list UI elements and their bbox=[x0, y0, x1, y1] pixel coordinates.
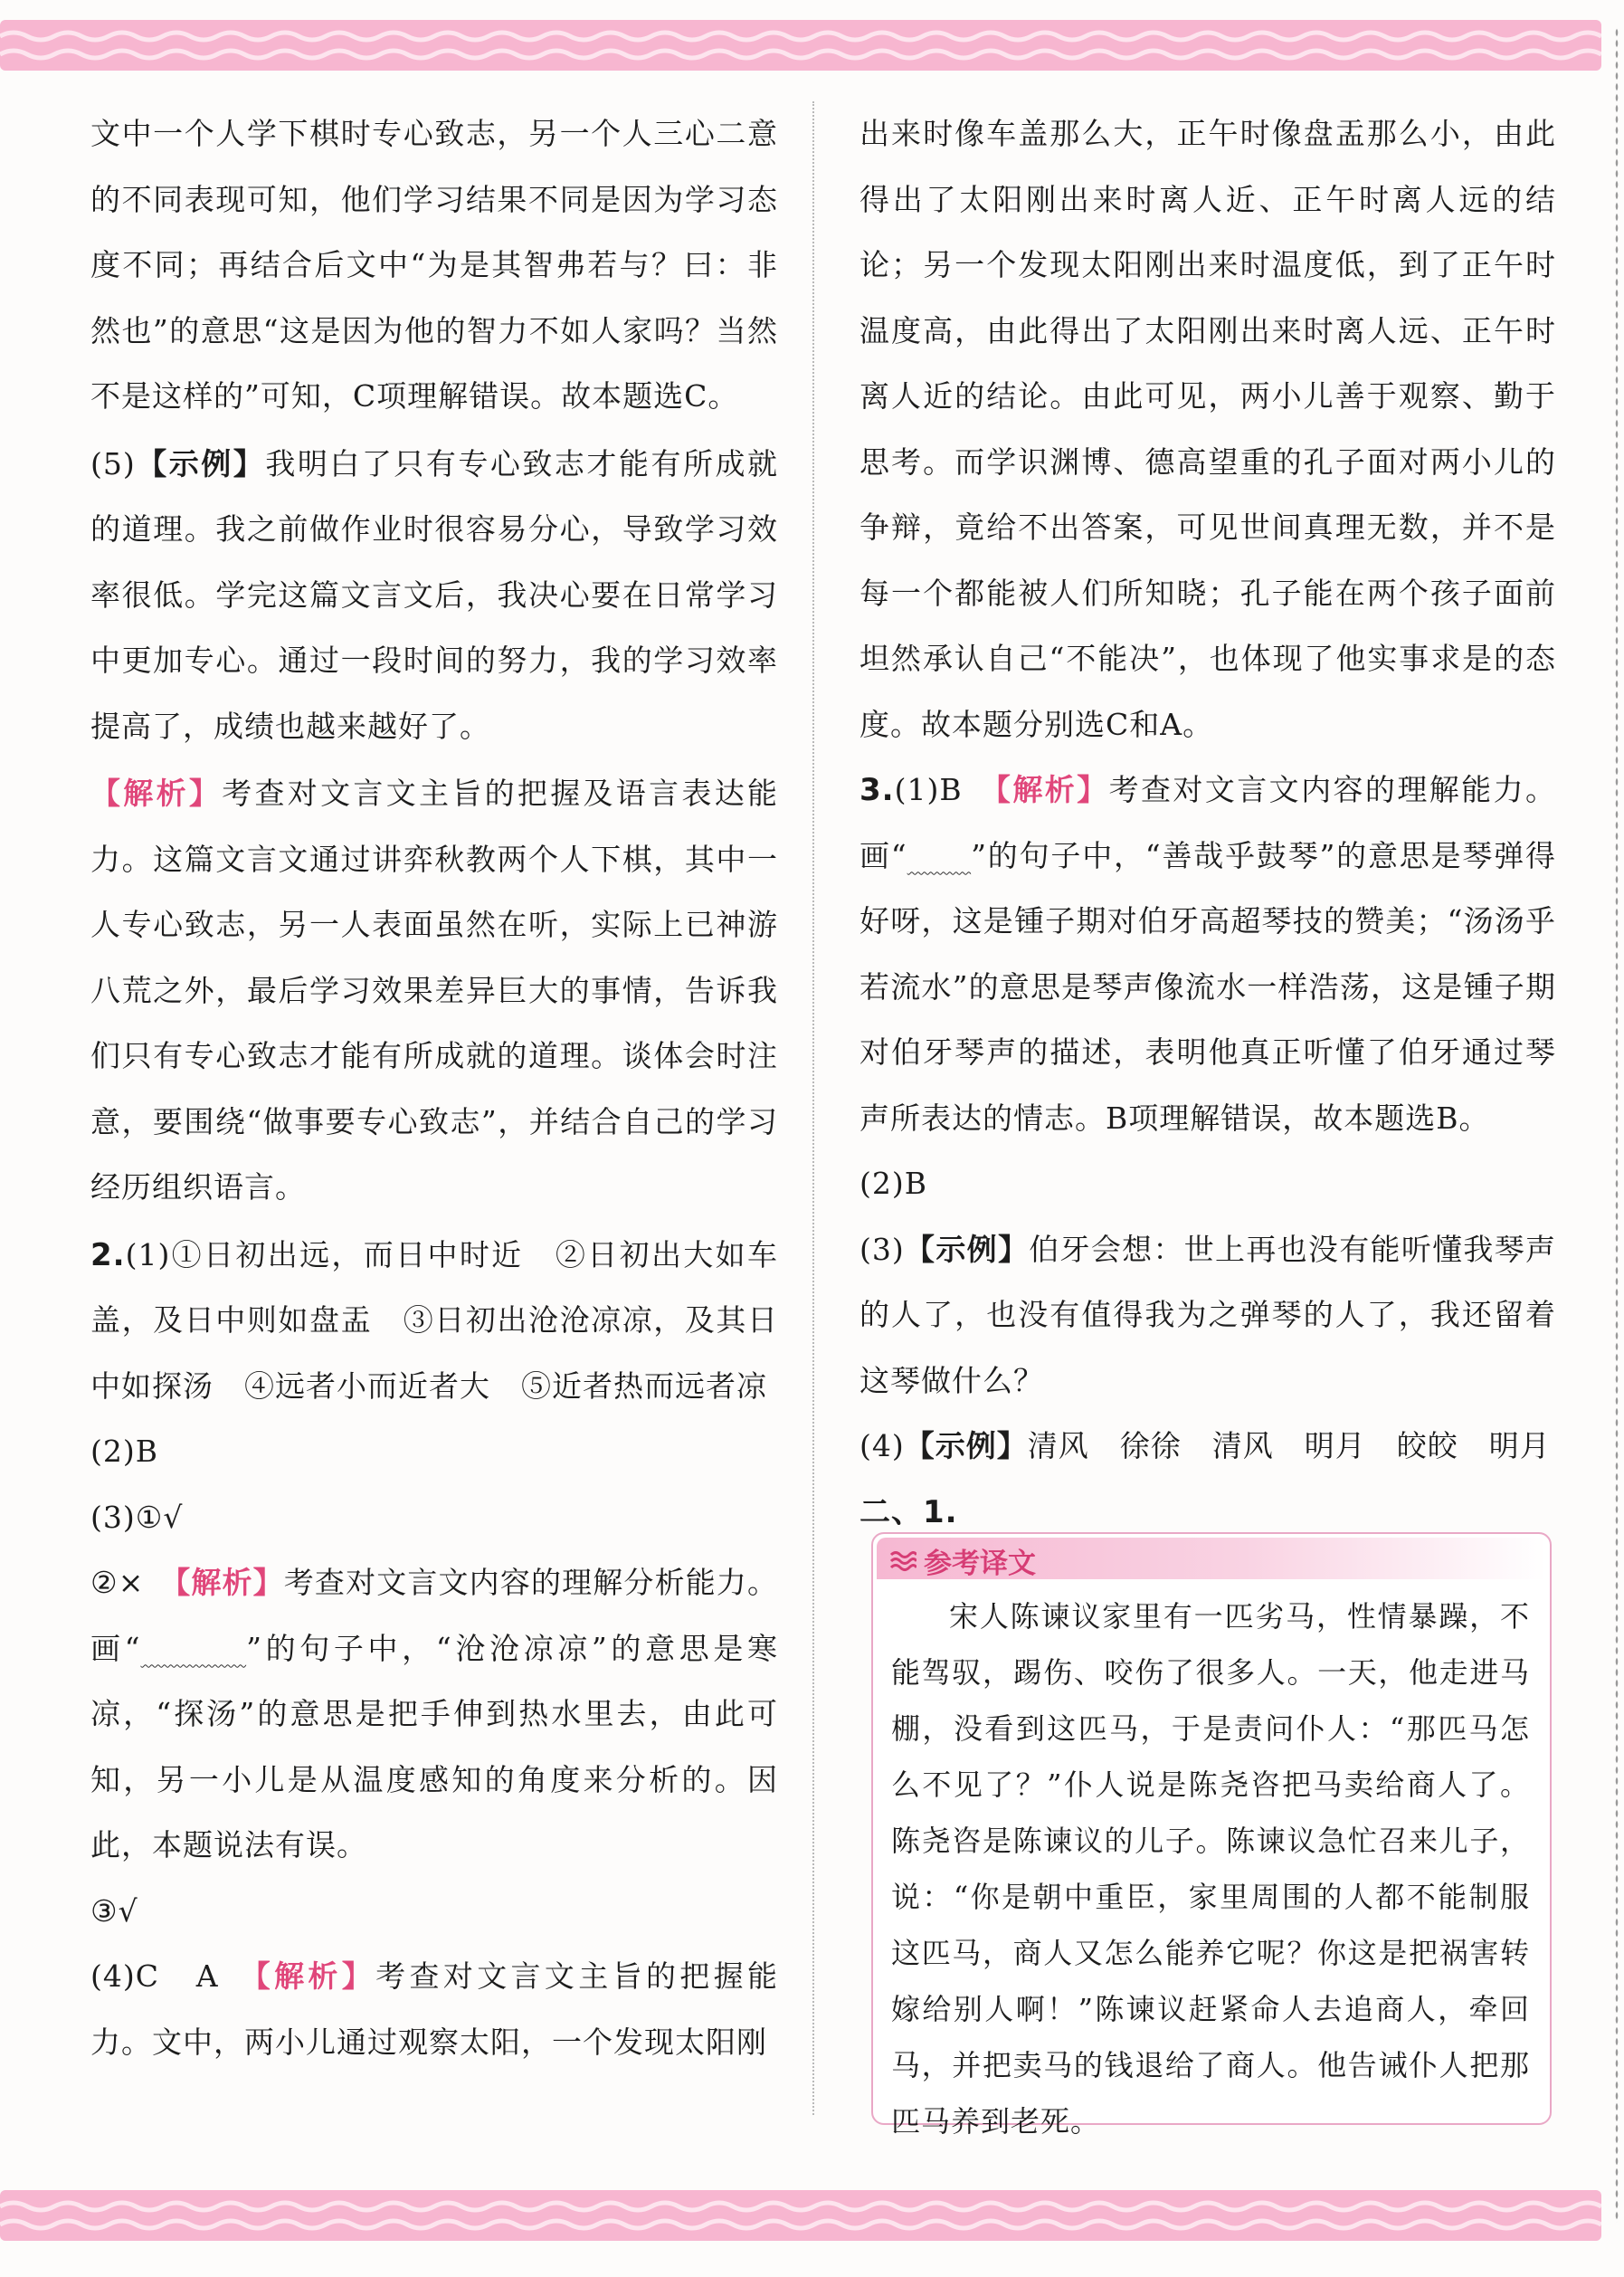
answer-number: (4) bbox=[859, 1428, 905, 1463]
question-3-answer-1 bbox=[859, 757, 1556, 1151]
answer-number: (3) bbox=[859, 1231, 905, 1267]
section-number: 二、1. bbox=[859, 1493, 958, 1530]
answer-number: (5) bbox=[90, 445, 136, 481]
left-paragraph-1: 文中一个人学下棋时专心致志，另一个人三心二意的不同表现可知，他们学习结果不同是因为学习态度不同；再结合后文中“为是其智弗若与？曰：非然也”的意思“这是因为他的智力不如人家吗？当然不是这样的”可知，C项理解错误。故本题选C。 bbox=[90, 116, 778, 414]
example-text: 伯牙会想：世上再也没有能听懂我琴声的人了，也没有值得我为之弹琴的人了，我还留着这琴做什么？ bbox=[859, 1231, 1557, 1398]
example-tag: 【示例】 bbox=[904, 1231, 1030, 1267]
right-paragraph-1: 出来时像车盖那么大，正午时像盘盂那么小，由此得出了太阳刚出来时离人近、正午时离人远的结论；另一个发现太阳刚出来时温度低，到了正午时温度高，由此得出了太阳刚出来时离人远、正午时离人近的结论。由此可见，两小儿善于观察、勤于思考。而学识渊博、德高望重的孔子面对两小儿的争辩，竟给不出答案，可见世间真理无数，并不是每一个都能被人们所知晓；孔子能在两个孩子面前坦然承认自己“不能决”，也体现了他实事求是的态度。故本题分别选C和A。 bbox=[859, 116, 1556, 742]
question-2-answer-4 bbox=[90, 1944, 778, 2075]
right-column bbox=[859, 101, 1556, 1545]
answer-choices: (4)C A bbox=[90, 1958, 256, 1994]
analysis-text: 考查对文言文主旨的把握能力。文中，两小儿通过观察太阳，一个发现太阳刚 bbox=[90, 1958, 779, 2060]
question-3-answer-4 bbox=[859, 1414, 1556, 1480]
example-tag: 【示例】 bbox=[904, 1428, 1028, 1463]
wave-lines-icon bbox=[889, 1549, 916, 1573]
analysis-text-part: ”的句子中，“善哉乎鼓琴”的意思是琴弹得好呀，这是锺子期对伯牙高超琴技的赞美；“汤汤乎若流水”的意思是琴声像流水一样浩荡，这是锺子期对伯牙琴声的描述，表明他真正听懂了伯牙通过琴声所表达的情志。B项理解错误，故本题选B。 bbox=[859, 837, 1557, 1136]
box-title bbox=[889, 1540, 1036, 1581]
question-2-answer-3a: (3)①√ bbox=[90, 1499, 184, 1535]
answer-choice: (1)B bbox=[894, 772, 996, 807]
question-3-answer-3 bbox=[859, 1217, 1556, 1415]
reference-translation-box bbox=[871, 1532, 1552, 2139]
example-text: 我明白了只有专心致志才能有所成就的道理。我之前做作业时很容易分心，导致学习效率很低。学完这篇文言文后，我决心要在日常学习中更加专心。通过一段时间的努力，我的学习效率提高了，成绩也越来越好了。 bbox=[90, 445, 778, 744]
question-number: 3. bbox=[859, 772, 895, 808]
analysis-paragraph bbox=[90, 761, 778, 1221]
example-text: 清风 徐徐 清风 明月 皎皎 明月 bbox=[1027, 1428, 1551, 1463]
left-column bbox=[90, 101, 778, 2075]
analysis-text: 考查对文言文主旨的把握及语言表达能力。这篇文言文通过讲弈秋教两个人下棋，其中一人专心致志，另一人表面虽然在听，实际上已神游八荒之外，最后学习效果差异巨大的事情，告诉我们只有专心致志才能有所成就的道理。谈体会时注意，要围绕“做事要专心致志”，并结合自己的学习经历组织语言。 bbox=[90, 776, 779, 1205]
top-decorative-band bbox=[0, 20, 1601, 71]
analysis-text-part: 考查对文言文内容的理解能力。画“ bbox=[859, 772, 1557, 873]
wavy-underline-sample bbox=[907, 838, 971, 873]
question-2-answer-1 bbox=[90, 1223, 778, 1420]
translation-text: 宋人陈谏议家里有一匹劣马，性情暴躁，不能驾驭，踢伤、咬伤了很多人。一天，他走进马棚，没看到这匹马，于是责问仆人：“那匹马怎么不见了？”仆人说是陈尧咨把马卖给商人了。陈尧咨是陈谏议的儿子。陈谏议急忙召来儿子，说：“你是朝中重臣，家里周围的人都不能制服这匹马，商人又怎么能养它呢？你这是把祸害转嫁给别人啊！”陈谏议赶紧命人去追商人，牵回马，并把卖马的钱退给了商人。他告诫仆人把那匹马养到老死。 bbox=[891, 1599, 1530, 2139]
question-2-answer-2: (2)B bbox=[90, 1434, 158, 1469]
question-number: 2. bbox=[90, 1236, 126, 1273]
column-divider bbox=[812, 101, 814, 2115]
question-2-text: (1)①日初出远，而日中时近 ②日初出大如车盖，及日中则如盘盂 ③日初出沧沧凉凉，及其日中如探汤 ④远者小而近者大 ⑤近者热而远者凉 bbox=[90, 1236, 778, 1404]
analysis-tag: 【解析】 bbox=[255, 1958, 376, 1994]
analysis-tag: 【解析】 bbox=[995, 772, 1109, 807]
question-2-answer-3c: ③√ bbox=[90, 1892, 138, 1929]
question-2-answer-3b bbox=[90, 1550, 778, 1879]
analysis-text-part: ”的句子中，“沧沧凉凉”的意思是寒凉，“探汤”的意思是把手伸到热水里去，由此可知，另一小儿是从温度感知的角度来分析的。因此，本题说法有误。 bbox=[90, 1630, 778, 1863]
wavy-underline-sample bbox=[141, 1631, 247, 1666]
bottom-decorative-band bbox=[0, 2190, 1601, 2241]
analysis-tag: 【解析】 bbox=[90, 776, 223, 811]
mark-cross: ②× bbox=[90, 1565, 176, 1600]
box-body bbox=[891, 1588, 1530, 2149]
binding-edge-dots bbox=[1615, 27, 1619, 2223]
analysis-tag: 【解析】 bbox=[175, 1565, 284, 1600]
box-header bbox=[877, 1538, 1546, 1579]
question-3-answer-2: (2)B bbox=[859, 1166, 927, 1201]
answer-5-example bbox=[90, 432, 778, 760]
analysis-text-part: 考查对文言文内容的理解分析能力。画“ bbox=[90, 1565, 779, 1666]
example-tag: 【示例】 bbox=[135, 445, 266, 481]
box-title-text: 参考译文 bbox=[924, 1548, 1036, 1580]
